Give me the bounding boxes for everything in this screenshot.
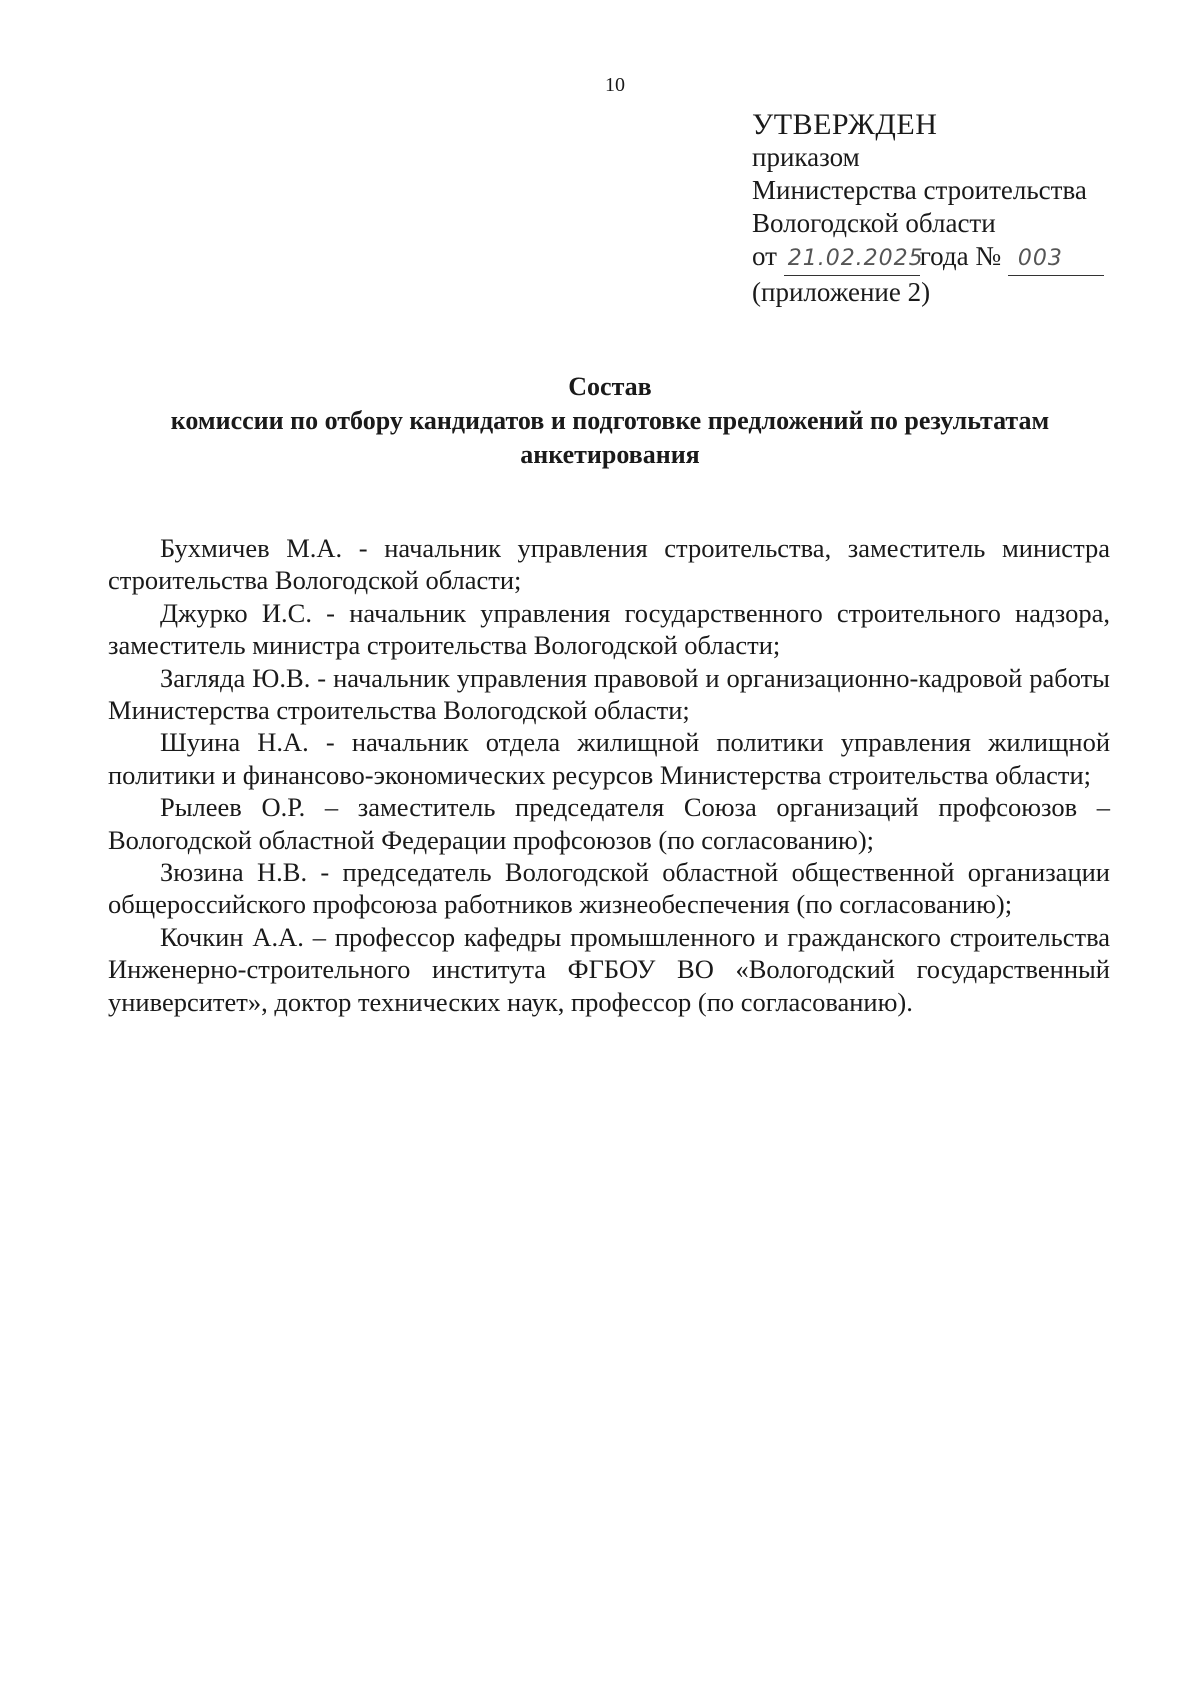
member-item: Кочкин А.А. – профессор кафедры промышленного и гражданского строительства Инженерно-строительного института ФГБОУ ВО «Вологодский государственный университет», доктор технических наук, профессор (по согласованию). bbox=[108, 921, 1110, 1017]
approval-line-1: приказом bbox=[752, 142, 860, 172]
handwritten-date: 21.02.2025 bbox=[784, 242, 920, 276]
date-prefix: от bbox=[752, 241, 777, 271]
member-item: Шуина Н.А. - начальник отдела жилищной политики управления жилищной политики и финансово-экономических ресурсов Министерства строительства области; bbox=[108, 727, 1110, 790]
member-item: Джурко И.С. - начальник управления государственного строительного надзора, заместитель министра строительства Вологодской области; bbox=[108, 597, 1110, 661]
approval-block bbox=[752, 108, 1104, 309]
page-number: 10 bbox=[605, 74, 625, 96]
member-item: Зюзина Н.В. - председатель Вологодской областной общественной организации общероссийского профсоюза работников жизнеобеспечения (по согласованию); bbox=[108, 857, 1110, 920]
appendix-label: (приложение 2) bbox=[752, 277, 931, 307]
document-title bbox=[110, 370, 1110, 472]
title-line-1: Состав bbox=[568, 372, 652, 401]
number-sign: № bbox=[975, 241, 1002, 271]
approval-date-line bbox=[752, 240, 1104, 276]
handwritten-number: 003 bbox=[1008, 242, 1104, 276]
approval-stamp: УТВЕРЖДЕН bbox=[752, 108, 938, 141]
member-item: Загляда Ю.В. - начальник управления правовой и организационно-кадровой работы Министерства строительства Вологодской области; bbox=[108, 662, 1110, 726]
approval-line-2: Министерства строительства bbox=[752, 175, 1087, 205]
member-item: Рылеев О.Р. – заместитель председателя Союза организаций профсоюзов – Вологодской областной Федерации профсоюзов (по согласованию); bbox=[108, 792, 1110, 855]
member-item: Бухмичев М.А. - начальник управления строительства, заместитель министра строительства Вологодской области; bbox=[108, 533, 1110, 596]
year-suffix: года bbox=[919, 241, 969, 271]
title-line-2: комиссии по отбору кандидатов и подготовке предложений по результатам анкетирования bbox=[170, 406, 1050, 469]
approval-line-3: Вологодской области bbox=[752, 208, 996, 238]
commission-members-list bbox=[108, 532, 1110, 1018]
